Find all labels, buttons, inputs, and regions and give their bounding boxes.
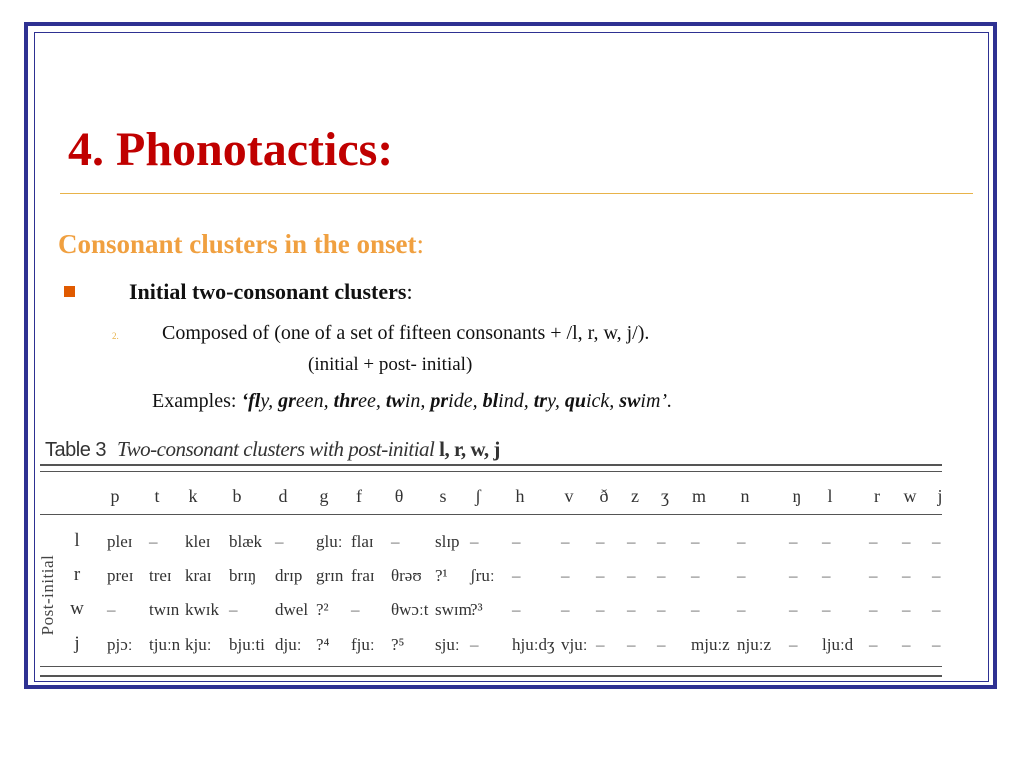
- composed-of-line: Composed of (one of a set of fifteen consonants + /l, r, w, j/).: [162, 322, 650, 344]
- column-header: ʃ: [475, 486, 481, 506]
- example-rest-part: een,: [295, 390, 334, 412]
- table-cell: –: [932, 600, 941, 619]
- table-cell: –: [737, 600, 746, 619]
- table-cell: ʃruː: [470, 566, 495, 585]
- section-subtitle: [58, 228, 424, 260]
- table-cell: –: [737, 566, 746, 585]
- column-header: l: [827, 486, 833, 506]
- table-rule-bottom-thin: [40, 666, 942, 667]
- table-cell: –: [932, 532, 941, 551]
- column-header: v: [564, 486, 574, 506]
- table-cell: –: [470, 635, 479, 654]
- column-header: θ: [394, 486, 404, 506]
- column-header: ŋ: [792, 486, 802, 506]
- examples-line: [152, 388, 672, 414]
- table-cell: –: [869, 532, 878, 551]
- table-cell: –: [351, 600, 360, 619]
- example-bold-part: qu: [564, 390, 586, 412]
- table-cell: –: [869, 600, 878, 619]
- column-header: k: [188, 486, 198, 506]
- column-header: d: [278, 486, 288, 506]
- example-rest-part: ee,: [358, 390, 386, 412]
- table-cell: –: [149, 532, 158, 551]
- column-header: h: [515, 486, 525, 506]
- table-cell: pleɪ: [107, 532, 133, 551]
- column-header: p: [110, 486, 120, 506]
- example-rest-part: ind,: [498, 390, 534, 412]
- side-label: [36, 530, 60, 660]
- table-cell: djuː: [275, 635, 302, 654]
- table-cell: dwel: [275, 600, 309, 619]
- table-cell: –: [391, 532, 400, 551]
- table-cell: –: [932, 566, 941, 585]
- table-cell: –: [822, 532, 831, 551]
- table-cell: drɪp: [275, 566, 303, 585]
- examples-list: [241, 390, 672, 412]
- table-cell: ?⁵: [391, 635, 405, 654]
- table-cell: njuːz: [737, 635, 771, 654]
- table-cell: –: [902, 600, 911, 619]
- bullet-heading: [129, 278, 413, 306]
- column-header: t: [154, 486, 160, 506]
- table-cell: –: [691, 532, 700, 551]
- table-caption-label: Table 3: [45, 439, 106, 461]
- table-cell: –: [869, 635, 878, 654]
- table-rule-top: [40, 464, 942, 466]
- table-cell: –: [902, 532, 911, 551]
- table-cell: tjuːn: [149, 635, 181, 654]
- table-cell: kjuː: [185, 635, 212, 654]
- table-cell: kleɪ: [185, 532, 211, 551]
- table-cell: –: [470, 532, 479, 551]
- table-cell: –: [822, 600, 831, 619]
- table-cell: –: [561, 600, 570, 619]
- table-cell: preɪ: [107, 566, 134, 585]
- table-cell: –: [657, 635, 666, 654]
- table-cell: fjuː: [351, 635, 375, 654]
- table-cell: –: [627, 566, 636, 585]
- table-cell: –: [789, 566, 798, 585]
- table-cell: ?⁴: [316, 635, 330, 654]
- table-cell: –: [822, 566, 831, 585]
- column-header: b: [232, 486, 242, 506]
- table-cell: grɪn: [316, 566, 344, 585]
- table-cell: fraɪ: [351, 566, 375, 585]
- table-cell: –: [691, 600, 700, 619]
- row-header: r: [73, 564, 81, 585]
- column-header: ʒ: [661, 486, 669, 506]
- example-rest-part: y,: [547, 390, 565, 412]
- row-header: j: [74, 633, 80, 654]
- table-caption: [45, 436, 500, 462]
- column-header: z: [631, 486, 639, 506]
- bullet-colon: :: [406, 279, 413, 304]
- example-bold-part: gr: [278, 390, 296, 412]
- table-cell: pjɔː: [107, 635, 133, 654]
- table-cell: gluː: [316, 532, 343, 551]
- table-cell: –: [902, 635, 911, 654]
- title-divider: [60, 193, 973, 194]
- example-bold-part: sw: [619, 390, 641, 412]
- examples-label: Examples:: [152, 390, 242, 412]
- example-bold-part: ‘fl: [241, 390, 261, 412]
- table-cell: –: [657, 600, 666, 619]
- table-cell: swɪm: [435, 600, 472, 619]
- table-cell: –: [512, 600, 521, 619]
- table-rule-top-thin: [40, 471, 942, 472]
- example-bold-part: tw: [385, 390, 405, 412]
- table-cell: –: [789, 532, 798, 551]
- table-cell: sjuː: [435, 635, 460, 654]
- example-bold-part: thr: [333, 390, 359, 412]
- table-cell: mjuːz: [691, 635, 730, 654]
- table-cell: –: [561, 532, 570, 551]
- table-cell: treɪ: [149, 566, 172, 585]
- table-cell: –: [596, 635, 605, 654]
- table-cell: –: [869, 566, 878, 585]
- example-bold-part: bl: [482, 390, 499, 412]
- example-rest-part: in,: [404, 390, 431, 412]
- example-bold-part: tr: [533, 390, 548, 412]
- square-bullet-icon: [64, 286, 75, 297]
- column-header: w: [903, 486, 917, 506]
- table-cell: –: [691, 566, 700, 585]
- row-header: w: [70, 598, 84, 619]
- table-cell: –: [737, 532, 746, 551]
- table-cell: –: [789, 635, 798, 654]
- table-caption-symbols: l, r, w, j: [439, 437, 500, 461]
- table-cell: ljuːd: [822, 635, 854, 654]
- table-cell: –: [596, 600, 605, 619]
- table-cell: –: [902, 566, 911, 585]
- table-cell: –: [596, 532, 605, 551]
- table-rule-header: [40, 514, 942, 515]
- column-header: g: [319, 486, 329, 506]
- table-cell: –: [657, 532, 666, 551]
- column-header: m: [691, 486, 707, 506]
- sub-item-number: 2.: [112, 331, 119, 341]
- table-cell: –: [789, 600, 798, 619]
- column-header: ð: [599, 486, 609, 506]
- table-caption-text: Two-consonant clusters with post-initial: [117, 437, 435, 461]
- table-cell: bjuːti: [229, 635, 265, 654]
- column-header: s: [439, 486, 447, 506]
- table-cell: –: [512, 532, 521, 551]
- table-cell: vjuː: [561, 635, 588, 654]
- example-rest-part: ide,: [448, 390, 483, 412]
- table-cell: –: [596, 566, 605, 585]
- table-cell: –: [275, 532, 284, 551]
- table-cell: kraɪ: [185, 566, 212, 585]
- example-rest-part: y,: [260, 390, 279, 412]
- subtitle-text: Consonant clusters in the onset: [58, 229, 417, 259]
- subtitle-colon: :: [416, 229, 425, 259]
- table-cell: –: [657, 566, 666, 585]
- table-rule-bottom: [40, 675, 942, 677]
- table-cell: ?²: [316, 600, 329, 619]
- table-cell: ?¹: [435, 566, 448, 585]
- column-header: f: [356, 486, 362, 506]
- table-cell: kwɪk: [185, 600, 219, 619]
- table-cell: –: [627, 600, 636, 619]
- table-cell: slɪp: [435, 532, 460, 551]
- column-header: j: [937, 486, 943, 506]
- table-cell: –: [627, 635, 636, 654]
- slide-title: 4. Phonotactics:: [68, 123, 394, 176]
- table-cell: ?³: [470, 600, 483, 619]
- table-cell: brɪŋ: [229, 566, 257, 585]
- row-header: l: [74, 530, 80, 551]
- table-cell: –: [229, 600, 238, 619]
- table-cell: –: [561, 566, 570, 585]
- column-header: n: [740, 486, 750, 506]
- table-cell: θrəʊ: [391, 566, 422, 585]
- table-cell: –: [627, 532, 636, 551]
- table-cell: twɪn: [149, 600, 180, 619]
- table-cell: –: [107, 600, 116, 619]
- table-cell: θwɔːt: [391, 600, 429, 619]
- example-rest-part: ick,: [585, 390, 620, 412]
- table-cell: –: [932, 635, 941, 654]
- table-cell: –: [512, 566, 521, 585]
- table-cell: blæk: [229, 532, 263, 551]
- side-label-text: Post-initial: [38, 554, 57, 636]
- column-header: r: [874, 486, 880, 506]
- cluster-table: [40, 430, 945, 680]
- bullet-text: Initial two-consonant clusters: [129, 279, 407, 304]
- example-bold-part: pr: [430, 390, 449, 412]
- table-cell: flaɪ: [351, 532, 374, 551]
- example-rest-part: im’.: [640, 390, 673, 412]
- table-cell: hjuːdʒ: [512, 635, 555, 654]
- initial-post-initial-line: (initial + post- initial): [308, 354, 473, 375]
